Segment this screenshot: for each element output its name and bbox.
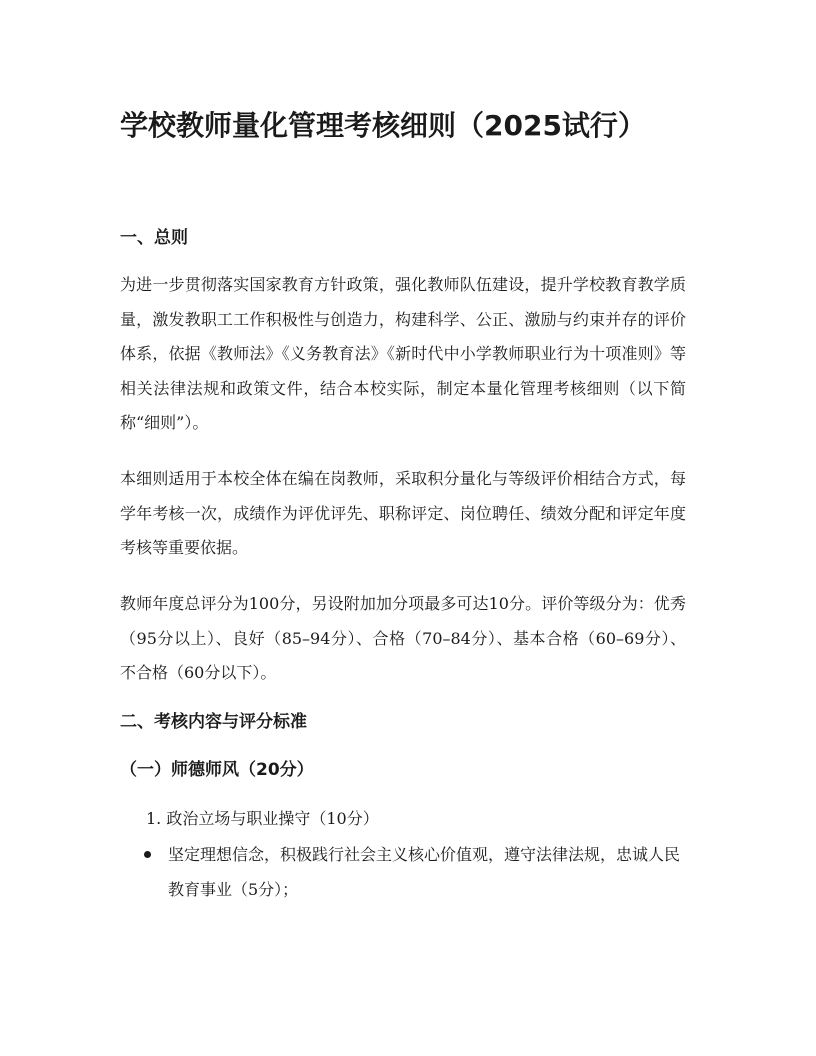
paragraph-scope: 本细则适用于本校全体在编在岗教师，采取积分量化与等级评价相结合方式，每学年考核一次，成绩作为评优评先、职称评定、岗位聘任、绩效分配和评定年度考核等重要依据。	[120, 469, 686, 557]
numbered-item: 1. 政治立场与职业操守（10分）	[146, 809, 379, 828]
paragraph-purpose: 为进一步贯彻落实国家教育方针政策，强化教师队伍建设，提升学校教育教学质量，激发教职工工作积极性与创造力，构建科学、公正、激励与约束并存的评价体系，依据《教师法》《义务教育法》《新时代中小学教师职业行为十项准则》等相关法律法规和政策文件，结合本校实际，制定本量化管理考核细则（以下简称“细则”）。	[120, 275, 686, 432]
paragraph-grading: 教师年度总评分为100分，另设附加加分项最多可达10分。评价等级分为：优秀（95分以上）、良好（85–94分）、合格（70–84分）、基本合格（60–69分）、不合格（60分以下）。	[120, 594, 686, 682]
subsection-heading-ethics: （一）师德师风（20分）	[120, 760, 314, 780]
section-heading-general: 一、总则	[120, 228, 188, 248]
section-heading-content: 二、考核内容与评分标准	[120, 712, 307, 732]
document-title: 学校教师量化管理考核细则（2025试行）	[120, 109, 646, 142]
bullet-icon	[144, 851, 151, 858]
bullet-text: 坚定理想信念，积极践行社会主义核心价值观，遵守法律法规，忠诚人民教育事业（5分）；	[168, 845, 681, 899]
